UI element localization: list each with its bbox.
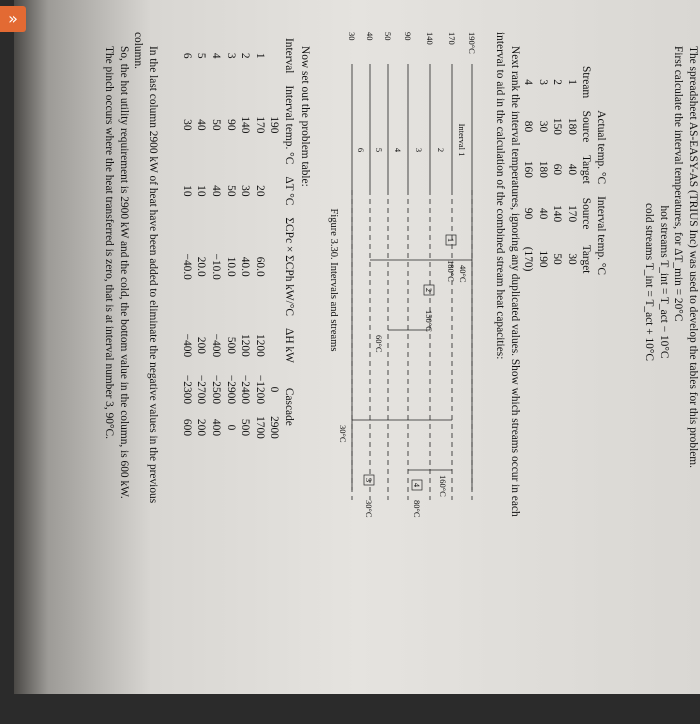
problem-table-cell: 6: [180, 52, 193, 59]
problem-table-intro: Now set out the problem table:: [299, 46, 311, 187]
problem-table-row: [179, 32, 194, 445]
stream-table-header-cell: Source: [580, 197, 593, 230]
problem-table-cell: −2500: [210, 374, 223, 405]
figure-interval-label: 6: [356, 147, 366, 153]
stream-table-cell: 190: [536, 250, 549, 268]
closing-paragraph-3: The pinch occurs where the heat transferred is zero, that is at interval number 3, 90°C.: [103, 46, 116, 439]
problem-table-cell: −2700: [195, 374, 208, 405]
problem-table-cell: −400: [180, 333, 193, 358]
stream-table-cell: 150: [551, 117, 564, 135]
problem-table-cell: −2900: [224, 374, 237, 405]
stream-table-header: [579, 60, 594, 281]
stream-3-source-label: 30°C: [364, 500, 374, 518]
stream-table-header-cell: Stream: [580, 66, 593, 99]
problem-table-header-cell: Interval temp. °C: [283, 85, 295, 165]
stream-2-source-label: 150°C: [424, 310, 434, 332]
problem-table-cell: 500: [239, 418, 252, 437]
problem-table-cell: −400: [210, 333, 223, 358]
figure-interval-label: 3: [414, 147, 424, 153]
problem-table-cell: 10: [195, 185, 208, 197]
problem-table-cell: 4: [210, 52, 223, 59]
problem-table-cell: 2: [239, 52, 252, 59]
figure-temperature-label: 90: [403, 32, 413, 41]
problem-table-start-row: 190 0 2900: [268, 116, 281, 439]
stream-table-cell: 30: [565, 253, 578, 265]
hot-streams-formula: hot streams T_int = T_act − 10°C: [657, 205, 670, 359]
problem-table-cell: 3: [224, 52, 237, 59]
closing-paragraph-1: In the last column 2900 kW of heat have been added to eliminate the negative values in the previous column.: [132, 32, 159, 504]
stream-4-box-text: 4: [412, 482, 422, 488]
stream-3-box-text: 3: [364, 477, 374, 483]
problem-table-cell: 10: [180, 185, 193, 197]
problem-table-row: [208, 32, 223, 445]
figure-temperature-label: 140: [425, 32, 435, 45]
closing-paragraph-2: So, the hot utility requirement is 2900 kW and the cold, the bottom value in the column, is 600 kW.: [117, 46, 130, 499]
problem-table-cell: 5: [195, 52, 208, 59]
problem-table-cell: −10.0: [210, 253, 223, 280]
problem-table-cell: 170: [253, 116, 266, 134]
stream-table-cell: 30: [536, 120, 549, 133]
stream-table-cell: 40: [565, 163, 578, 176]
stream-1-source-label: 180°C: [446, 260, 456, 282]
stream-table-cell: 3: [536, 79, 549, 85]
stream-3-target-label: 40°C: [458, 265, 468, 283]
cold-streams-formula: cold streams T_int = T_act + 10°C: [643, 202, 656, 362]
problem-table-cell: 40: [195, 119, 208, 131]
problem-table-cell: 1: [253, 52, 266, 59]
intro-text: [642, 32, 700, 532]
stream-table-cell: 50: [551, 253, 564, 265]
textbook-page: [64, 30, 700, 724]
stream-table-cell: 140: [551, 205, 564, 223]
intro-paragraph-2: First calculate the interval temperatures, for ΔT_min = 20°C: [672, 46, 685, 322]
problem-table-cell: −40.0: [180, 253, 193, 280]
textbook-photo: [14, 0, 700, 694]
interval-temp-group: Interval temp. °C: [595, 196, 607, 275]
stream-2-box-text: 2: [424, 287, 434, 293]
problem-table-cell: 1200: [253, 334, 266, 357]
problem-table-header-cell: Interval: [283, 38, 295, 74]
stream-table-row: [535, 60, 550, 281]
stream-table-cell: (170): [522, 246, 535, 272]
intro-paragraph-1: The spreadsheet AS-EASY-AS (TRIUS Inc) was used to develop the tables for this problem.: [687, 46, 699, 469]
problem-table-cell: 0: [224, 424, 237, 431]
problem-table-cell: 50: [210, 119, 223, 131]
problem-table-cell: −2300: [180, 374, 193, 405]
problem-table-cell: 400: [210, 418, 223, 437]
problem-table-cell: −2400: [239, 374, 252, 405]
problem-table-cell: 200: [195, 336, 208, 354]
stream-table-cell: 80: [522, 120, 535, 133]
stream-table-cell: 1: [565, 79, 578, 85]
problem-table-cell: 40: [210, 185, 223, 197]
problem-table-cell: 500: [224, 336, 237, 354]
problem-table: [179, 32, 296, 445]
problem-table-row: [238, 32, 253, 445]
problem-table-header: [281, 32, 296, 445]
problem-table-header-cell: ΔH kW: [283, 328, 295, 363]
problem-table-header-cell: ΔT °C: [283, 176, 295, 206]
expand-chevron-button[interactable]: »: [0, 6, 26, 32]
problem-table-cell: 200: [195, 418, 208, 437]
problem-table-cell: 140: [239, 116, 252, 134]
stream-table-cell: 60: [551, 163, 564, 176]
problem-table-cell: 60.0: [253, 256, 266, 277]
stream-table-cell: 170: [565, 205, 578, 223]
problem-table-header-cell: ΣCPc × ΣCPh kW/°C: [283, 217, 295, 316]
stream-temperature-table: [520, 60, 608, 281]
problem-table-header-cell: Cascade: [283, 387, 295, 426]
stream-table-cell: 160: [522, 160, 535, 178]
stream-4-target-label: 160°C: [438, 475, 448, 497]
figure-interval-label: 2: [436, 147, 446, 153]
problem-table-row: [223, 32, 238, 445]
problem-table-cell: 40.0: [239, 256, 252, 277]
figure-temperature-label: 170: [447, 32, 457, 45]
problem-table-row: [194, 32, 209, 445]
figure-temperature-label: 40: [365, 32, 375, 41]
stream-table-row: [550, 60, 565, 281]
intervals-figure: [338, 30, 478, 550]
stream-2-target-label: 60°C: [374, 335, 384, 353]
actual-temp-group: Actual temp. °C: [595, 110, 607, 185]
problem-table-cell: 20: [253, 185, 266, 197]
stream-1-box-text: 1: [446, 237, 456, 243]
stream-table-header-cell: Target: [580, 155, 593, 184]
stream-1-target-label: 30°C: [338, 425, 348, 443]
problem-table-cell: 90: [224, 119, 237, 131]
rank-paragraph: Next rank the interval temperatures, ignoring any duplicated values. Show which streams occur in each interval to aid in the calculation of the combined stream heat capacities:: [494, 32, 521, 517]
figure-interval-label: Interval 1: [457, 123, 467, 157]
stream-table-cell: 180: [565, 117, 578, 135]
stream-table-row: [564, 60, 579, 281]
figure-caption: Figure 3.30. Intervals and streams: [328, 208, 339, 352]
figure-interval-label: 4: [393, 147, 403, 153]
stream-table-cell: 4: [522, 79, 535, 85]
figure-temperature-label: 190°C: [467, 32, 477, 54]
problem-table-cell: 10.0: [224, 256, 237, 277]
stream-table-row: [520, 60, 535, 281]
figure-interval-label: 5: [374, 147, 384, 153]
figure-temperature-label: 30: [347, 32, 357, 41]
stream-table-header-cell: Target: [580, 244, 593, 274]
problem-table-cell: −1200: [253, 374, 266, 405]
problem-table-cell: 1700: [253, 416, 266, 439]
stream-table-cell: 2: [551, 79, 564, 85]
stream-table-header-cell: Source: [580, 110, 593, 143]
problem-table-cell: 1200: [239, 334, 252, 357]
problem-table-cell: 30: [180, 119, 193, 131]
stream-table-cell: 90: [522, 207, 535, 220]
stream-4-source-label: 80°C: [412, 500, 422, 518]
stream-table-cell: 40: [536, 207, 549, 220]
problem-table-cell: 50: [224, 185, 237, 197]
problem-table-row: [252, 32, 267, 445]
problem-table-cell: 30: [239, 185, 252, 197]
problem-table-cell: 600: [180, 418, 193, 437]
closing-text: [102, 32, 160, 542]
stream-table-cell: 180: [536, 160, 549, 178]
figure-temperature-label: 50: [383, 32, 393, 41]
problem-table-cell: 20.0: [195, 256, 208, 277]
